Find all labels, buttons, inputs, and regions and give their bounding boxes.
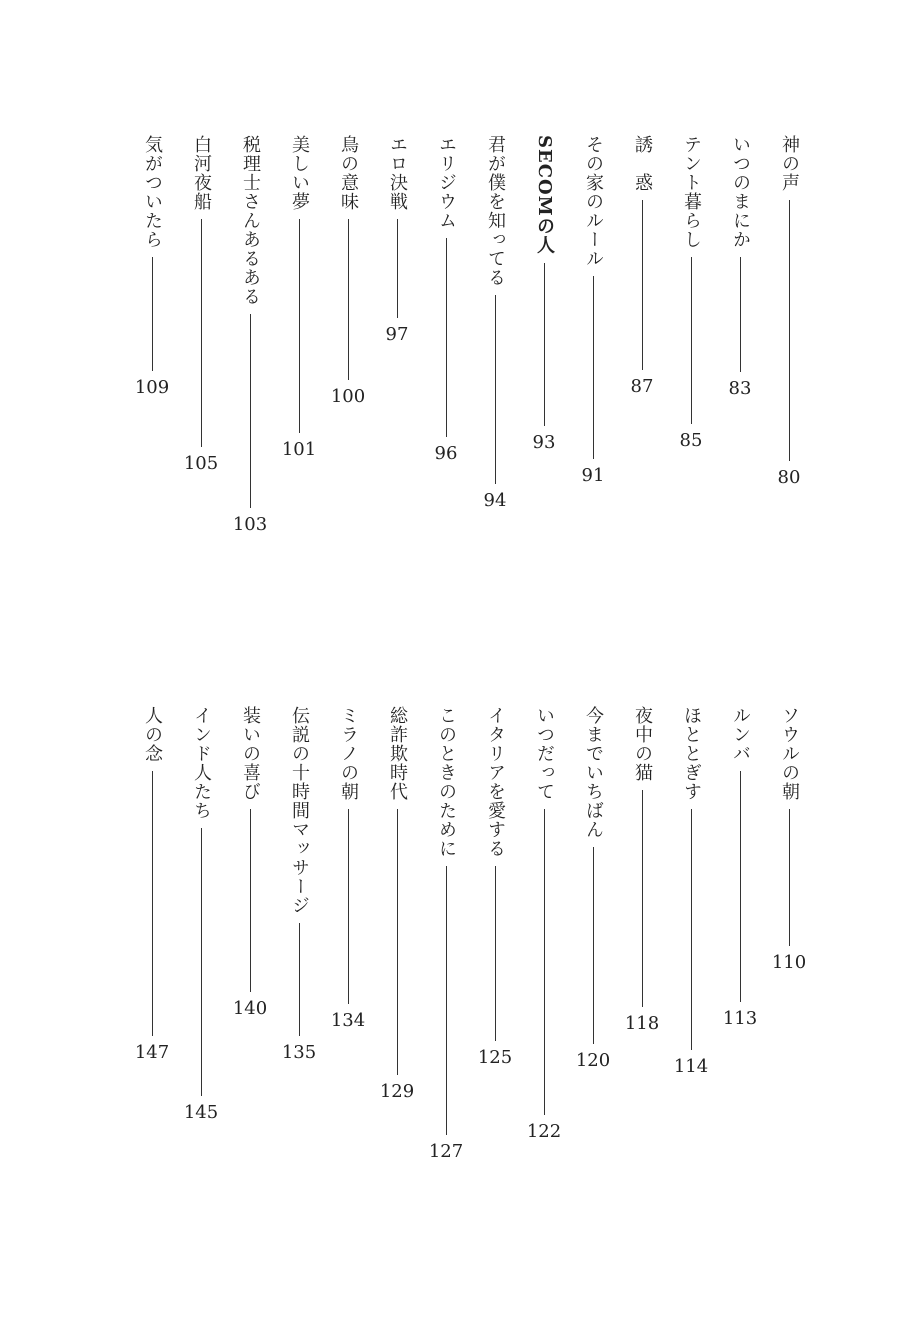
- toc-page-number: 145: [183, 1102, 219, 1123]
- toc-leader-line: [593, 847, 594, 1044]
- toc-page-number: 105: [183, 453, 219, 474]
- toc-leader-line: [397, 219, 398, 318]
- toc-leader-line: [348, 219, 349, 380]
- toc-leader-line: [495, 866, 496, 1041]
- toc-page-number: 129: [379, 1081, 415, 1102]
- toc-leader-line: [446, 866, 447, 1135]
- toc-leader-line: [593, 276, 594, 459]
- toc-entry-title: ミラノの朝: [338, 706, 359, 801]
- toc-entry-title: 鳥の意味: [338, 135, 359, 211]
- toc-page-number: 114: [673, 1056, 709, 1077]
- toc-entry-title: 白河夜船: [191, 135, 212, 211]
- toc-leader-line: [152, 771, 153, 1036]
- toc-entry-title: 伝説の十時間マッサージ: [289, 706, 310, 915]
- toc-page-number: 100: [330, 386, 366, 407]
- toc-page-number: 85: [679, 430, 703, 451]
- toc-leader-line: [201, 219, 202, 447]
- toc-leader-line: [250, 314, 251, 508]
- toc-leader-line: [691, 809, 692, 1050]
- toc-leader-line: [789, 809, 790, 946]
- toc-page-number: 101: [281, 439, 317, 460]
- toc-entry-title: このときのために: [436, 706, 457, 858]
- toc-entry-title: いつのまにか: [730, 135, 751, 249]
- toc-page-number: 127: [428, 1141, 464, 1162]
- toc-leader-line: [299, 219, 300, 433]
- toc-entry-title: ソウルの朝: [779, 706, 800, 801]
- toc-page-number: 134: [330, 1010, 366, 1031]
- toc-entry-title: 人の念: [142, 706, 163, 763]
- toc-page-number: 109: [134, 377, 170, 398]
- toc-leader-line: [348, 809, 349, 1004]
- toc-page-number: 125: [477, 1047, 513, 1068]
- toc-page-number: 94: [483, 490, 507, 511]
- toc-entry-title: 今までいちばん: [583, 706, 604, 839]
- toc-leader-line: [495, 295, 496, 484]
- toc-entry-title: ルンバ: [730, 706, 751, 763]
- toc-entry-title: インド人たち: [191, 706, 212, 820]
- toc-page-number: 110: [771, 952, 807, 973]
- toc-leader-line: [446, 238, 447, 437]
- toc-entry-title: ほととぎす: [681, 706, 702, 801]
- toc-leader-line: [544, 263, 545, 426]
- toc-page-number: 140: [232, 998, 268, 1019]
- toc-entry-title: エリジウム: [436, 135, 457, 230]
- toc-page-number: 87: [630, 376, 654, 397]
- toc-page-number: 147: [134, 1042, 170, 1063]
- toc-page-number: 80: [777, 467, 801, 488]
- toc-entry-title: 装いの喜び: [240, 706, 261, 801]
- toc-entry-title: 神の声: [779, 135, 800, 192]
- toc-entry-title: 税理士さんあるある: [240, 135, 261, 306]
- toc-leader-line: [789, 200, 790, 461]
- toc-entry-title: SECOMの人: [534, 135, 555, 255]
- toc-page-number: 113: [722, 1008, 758, 1029]
- toc-page-number: 135: [281, 1042, 317, 1063]
- toc-leader-line: [544, 809, 545, 1115]
- toc-leader-line: [642, 200, 643, 370]
- toc-leader-line: [740, 257, 741, 372]
- toc-leader-line: [642, 790, 643, 1007]
- toc-entry-title: テント暮らし: [681, 135, 702, 249]
- toc-page-number: 93: [532, 432, 556, 453]
- toc-leader-line: [397, 809, 398, 1075]
- toc-entry-title: その家のルール: [583, 135, 604, 268]
- toc-entry-title: エロ決戦: [387, 135, 408, 211]
- toc-leader-line: [299, 923, 300, 1036]
- toc-entry-title: 総詐欺時代: [387, 706, 408, 801]
- toc-page-number: 96: [434, 443, 458, 464]
- toc-entry-title: 夜中の猫: [632, 706, 653, 782]
- toc-page-number: 120: [575, 1050, 611, 1071]
- toc-page-number: 83: [728, 378, 752, 399]
- toc-entry-title: いつだって: [534, 706, 555, 801]
- toc-entry-title: 美しい夢: [289, 135, 310, 211]
- toc-leader-line: [740, 771, 741, 1002]
- toc-leader-line: [691, 257, 692, 424]
- toc-page-number: 91: [581, 465, 605, 486]
- toc-leader-line: [201, 828, 202, 1096]
- toc-entry-title: イタリアを愛する: [485, 706, 506, 858]
- toc-page-number: 122: [526, 1121, 562, 1142]
- toc-entry-title: 誘 惑: [632, 135, 653, 192]
- toc-entry-title: 気がついたら: [142, 135, 163, 249]
- toc-leader-line: [250, 809, 251, 992]
- toc-page-number: 103: [232, 514, 268, 535]
- toc-page-number: 118: [624, 1013, 660, 1034]
- toc-leader-line: [152, 257, 153, 371]
- toc-page-number: 97: [385, 324, 409, 345]
- toc-entry-title: 君が僕を知ってる: [485, 135, 506, 287]
